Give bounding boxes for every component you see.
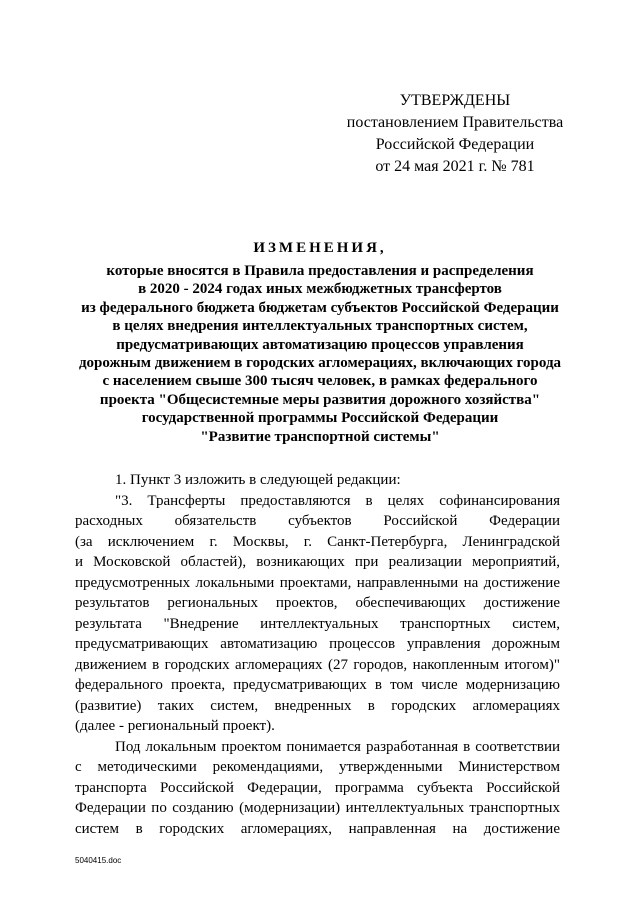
document-subtitle: [40, 262, 600, 446]
text-line: 1. Пункт 3 изложить в следующей редакции:: [115, 472, 401, 488]
subtitle-line: с населением свыше 300 тысяч человек, в рамках федерального: [102, 373, 538, 390]
paragraph-item-3-text: [75, 491, 560, 737]
text-line: и Московской областей), возникающих при реализации мероприятий,: [75, 554, 560, 570]
subtitle-line: в целях внедрения интеллектуальных транспортных систем,: [112, 318, 528, 335]
subtitle-line: проекта "Общесистемные меры развития дорожного хозяйства": [99, 391, 541, 408]
text-line: движением в городских агломерациях (27 городов, накопленным итогом)": [75, 656, 560, 673]
paragraph-local-project: [75, 737, 560, 840]
approval-block: [320, 90, 590, 178]
approval-title: УТВЕРЖДЕНЫ: [399, 92, 511, 109]
text-line: (за исключением г. Москвы, г. Санкт-Петербурга, Ленинградской: [75, 533, 560, 550]
text-line: (развитие) таких систем, внедренных в городских агломерациях: [75, 697, 560, 714]
document-body: [75, 470, 560, 839]
text-line: расходных обязательств субъектов Российской Федерации: [75, 513, 560, 529]
text-line: предусмотренных локальными проектами, направленными на достижение: [75, 574, 560, 591]
text-line: предусматривающих автоматизацию процессов управления дорожным: [75, 636, 560, 652]
approval-line-2: Российской Федерации: [375, 136, 535, 153]
text-line: "3. Трансферты предоставляются в целях софинансирования: [115, 492, 560, 509]
text-line: федерального проекта, предусматривающих в том числе модернизацию: [75, 677, 560, 693]
text-line: результатов региональных проектов, обеспечивающих достижение: [75, 595, 560, 611]
text-line: с методическими рекомендациями, утвержденными Министерством: [75, 759, 560, 775]
text-line: Под локальным проектом понимается разработанная в соответствии: [115, 738, 560, 755]
file-name-footer: 5040415.doc: [75, 856, 122, 865]
text-line: транспорта Российской Федерации, программа субъекта Российской: [75, 779, 560, 796]
subtitle-line: государственной программы Российской Федерации: [141, 410, 499, 427]
subtitle-line: которые вносятся в Правила предоставления и распределения: [106, 263, 534, 279]
text-line: результата "Внедрение интеллектуальных транспортных систем,: [75, 615, 560, 632]
subtitle-line: предусматривающих автоматизацию процессов управления: [116, 336, 524, 353]
subtitle-line: в 2020 - 2024 годах иных межбюджетных трансфертов: [138, 281, 502, 298]
text-line: (далее - региональный проект).: [75, 718, 275, 734]
text-line: систем в городских агломерациях, направленная на достижение: [75, 820, 560, 837]
approval-line-1: постановлением Правительства: [346, 114, 564, 131]
subtitle-line: "Развитие транспортной системы": [200, 428, 440, 445]
paragraph-item-1: [75, 470, 560, 491]
subtitle-line: из федерального бюджета бюджетам субъектов Российской Федерации: [81, 299, 559, 316]
document-heading: ИЗМЕНЕНИЯ,: [253, 240, 387, 256]
subtitle-line: дорожным движением в городских агломерациях, включающих города: [78, 355, 562, 372]
approval-line-3: от 24 мая 2021 г. № 781: [375, 158, 535, 175]
text-line: Федерации по созданию (модернизации) интеллектуальных транспортных: [75, 800, 560, 816]
